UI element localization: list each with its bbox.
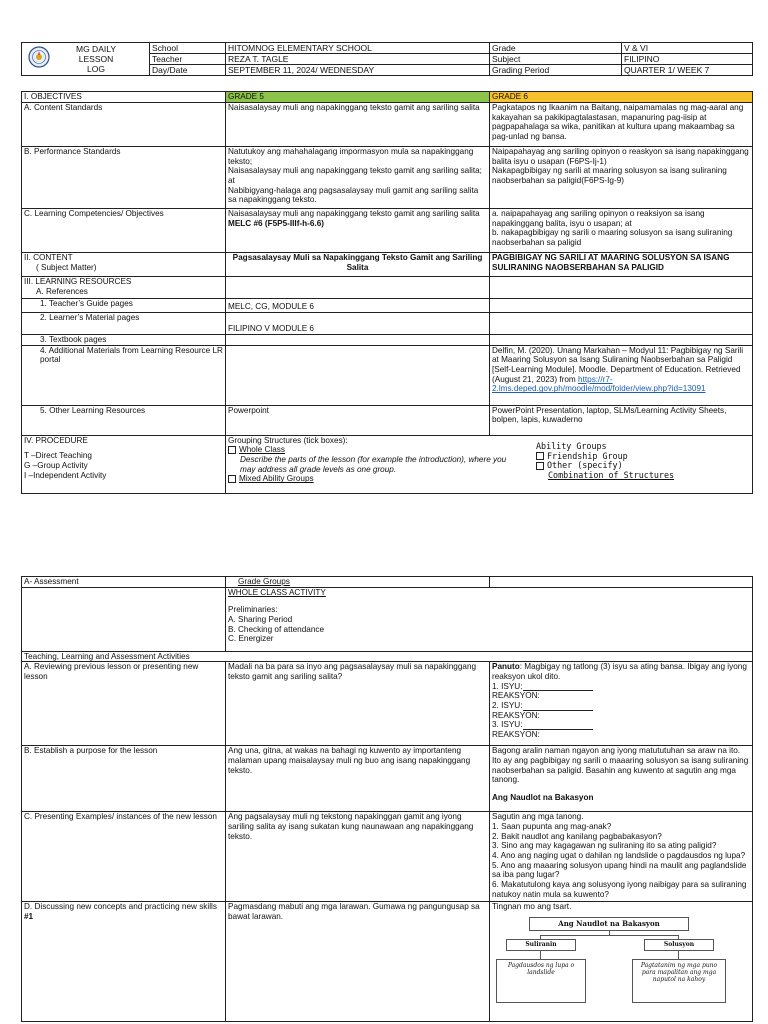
subject-label: Subject [490,54,622,65]
preliminaries-item: Preliminaries: [228,605,278,615]
chart-problem-box: Suliranin [506,939,576,951]
reaction-label: REAKSYON: [492,710,540,720]
textbook-g5 [226,335,490,346]
performance-standards-g5 [226,147,490,209]
reviewing-g6 [490,662,753,746]
chart-connector [540,935,678,936]
chart-solution-box: Solusyon [644,939,714,951]
question-item: Sagutin ang mga tanong. [492,812,584,822]
chart-connector [678,950,679,959]
competencies-g5-code: MELC #6 (F5P5-IIIf-h-6.6) [228,218,324,228]
textbook-g6 [490,335,753,346]
content-g5: Pagsasalaysay Muli sa Napakinggang Teksto Gamit ang Sariling Salita [226,253,490,277]
school-label: School [150,43,226,54]
preliminaries-item: A. Sharing Period [228,615,293,625]
additional-materials-citation: Delfin, M. (2020). Unang Markahan – Modyul 11: Pagbibigay ng Sarili at Maaring Solusyon sa Isang Suliraning Naobserbahan sa Paligid [Self-Learning Module]. Moodle. Department of Education. Retrieved (August 21, 2023) from [492,345,744,384]
question-item: 4. Ano ang naging ugat o dahilan ng landslide o pagdausdos ng lupa? [492,851,746,861]
content-label: II. CONTENT [24,253,73,262]
question-item: 3. Sino ang may kagagawan ng suliraning ito sa ating paligid? [492,841,717,851]
reaction-label: REAKSYON: [492,691,540,701]
combination-structures-label: Combination of Structures [548,470,675,481]
lesson-activities-table [21,576,753,1022]
other-resources-g5: Powerpoint [226,405,490,435]
discussing-g5: Pagmasdang mabuti ang mga larawan. Gumawa ng pangungusap sa bawat larawan. [226,902,490,1022]
whole-class-row-label [22,587,226,651]
purpose-label: B. Establish a purpose for the lesson [22,746,226,812]
resources-g5 [226,277,490,299]
reaction-label: REAKSYON: [492,730,540,740]
purpose-g5: Ang una, gitna, at wakas na bahagi ng kuwento ay importanteng malaman upang maisalaysay muli ng buo ang isang napakinggang teksto. [226,746,490,812]
question-item: 2. Bakit naudlot ang kanilang pagbabakasyon? [492,831,662,841]
presenting-label: C. Presenting Examples/ instances of the new lesson [22,812,226,902]
lesson-log-title [56,44,136,75]
references-label: A. References [36,286,88,296]
grade-groups-label: Grade Groups [226,577,490,588]
lms-link[interactable]: https://r7-2.lms.deped.gov.ph/moodle/mod/folder/view.php?id=13091 [492,374,706,394]
competencies-g6-item: a. naipapahayag ang sariling opinyon o reaksiyon sa isang napakinggang balita, isyu o usapan; at [492,209,705,228]
resources-label: III. LEARNING RESOURCES [24,277,132,286]
learners-material-label: 2. Learner’s Material pages [22,313,226,335]
content-standards-g5: Naisasalaysay muli ang napakinggang teksto gamit ang sariling salita [226,103,490,147]
learners-material-g6 [490,313,753,335]
procedure-label-cell [22,435,226,493]
performance-g5-item: Natutukoy ang mahahalagang impormasyon mula sa napakinggang teksto; [228,147,474,166]
other-resources-label: 5. Other Learning Resources [22,405,226,435]
whole-class-label: Whole Class [239,445,285,455]
content-standards-g6: Pagkatapos ng Ikaanim na Baitang, naipamamalas ng mag-aaral ang kakayahan sa pakikipagtalastasan, mapanuring pag-iisip at pagpapahalaga sa wika, panitikan at kultura upang makaambag sa pag-unlad ng bansa. [490,103,753,147]
title-line-1: MG DAILY [76,44,116,54]
performance-g6-item: Naipapahayag ang sariling opinyon o reaskyon sa isang napakinggang balita isyu o usapan (F6PS-Ij-1) [492,147,749,166]
content-label-cell [22,253,226,277]
reviewing-g5: Madali na ba para sa inyo ang pagsasalaysay muli sa napakinggang teksto gamit ang sariling salita? [226,662,490,746]
solution-chart [492,917,750,1001]
whole-class-option[interactable] [228,445,508,455]
issue-label: 1. ISYU: [492,681,523,691]
subject-value: FILIPINO [622,54,753,65]
issue-line-2 [492,701,750,711]
other-resources-g6: PowerPoint Presentation, laptop, SLMs/Learning Activity Sheets, bolpen, lapis, kuwaderno [490,405,753,435]
preliminaries-item: C. Energizer [228,634,274,644]
reviewing-label: A. Reviewing previous lesson or presenting new lesson [22,662,226,746]
competencies-g5 [226,209,490,253]
issue-label: 2. ISYU: [492,701,523,711]
issue-line-3 [492,720,750,730]
assessment-label: A- Assessment [22,577,226,588]
whole-class-checkbox[interactable] [228,446,236,454]
grade-groups-g6 [490,577,753,588]
chart-title: Ang Naudlot na Bakasyon [529,917,689,931]
performance-standards-g6 [490,147,753,209]
question-item: 6. Makatutulong kaya ang solusyong iyong naibigay para sa suliraning natukoy natin mula sa kuwento? [492,880,747,899]
grouping-title: Grouping Structures (tick boxes): [228,435,348,445]
additional-materials-g6 [490,345,753,405]
discussing-label-number: #1 [24,912,34,922]
content-g6: PAGBIBIGAY NG SARILI AT MAARING SOLUSYON SA ISANG SULIRANING NAOBSERBAHAN SA PALIGID [490,253,753,277]
teaching-activities-header: Teaching, Learning and Assessment Activities [22,651,753,662]
competencies-g6-item: b. nakapagbibigay ng sarili o maaring solusyon sa isang suliraning naobserbahan sa paligid [492,228,733,248]
chart-connector [540,950,541,959]
performance-standards-label: B. Performance Standards [22,147,226,209]
discussing-g6-text: Tingnan mo ang tsart. [492,902,572,912]
mixed-ability-checkbox[interactable] [228,475,236,483]
legend-direct-teaching: T –Direct Teaching [24,451,92,461]
mixed-ability-label: Mixed Ability Groups [239,474,314,484]
whole-class-activity-title: WHOLE CLASS ACTIVITY [228,587,326,597]
teachers-guide-g5: MELC, CG, MODULE 6 [226,299,490,313]
lesson-plan-table [21,91,753,494]
other-specify-checkbox[interactable] [536,462,544,470]
question-item: 5. Ano ang maaaring solusyon upang hindi na maulit ang paglandslide sa iba pang lugar? [492,860,747,880]
content-standards-label: A. Content Standards [22,103,226,147]
period-value: QUARTER 1/ WEEK 7 [622,65,753,76]
presenting-g6 [490,812,753,902]
competencies-g6 [490,209,753,253]
teacher-label: Teacher [150,54,226,65]
learners-material-g5: FILIPINO V MODULE 6 [226,313,490,335]
chart-problem-detail: Pagdausdos ng lupa o landslide [496,959,586,1003]
header-logo-cell [22,43,150,76]
purpose-g6 [490,746,753,812]
resources-g6 [490,277,753,299]
mixed-ability-option[interactable] [228,474,508,484]
presenting-g5: Ang pagsalaysay muli ng tekstong napakinggan gamit ang iyong sariling salita ay isang sukatan kung naunawaan ang napakinggang teksto. [226,812,490,902]
whole-class-description: Describe the parts of the lesson (for example the introduction), where you may address all grade levels as one group. [240,455,507,474]
title-line-3: LOG [87,64,105,75]
content-sublabel: ( Subject Matter) [36,262,97,272]
performance-g6-item: Nakapagbibigay ng sarili at maaring solusyon sa isang suliraning naobserbahan sa paligid(F6PS-Ig-9) [492,166,727,186]
grade5-header: GRADE 5 [226,92,490,103]
purpose-g6-text: Bagong aralin naman ngayon ang iyong matututuhan sa araw na ito. Ito ay ang pagbibigay ng sarili o maaaring solusyon sa isang suliraning naobserbahan sa paligid. Basahin ang kuwento at sagutin ang mga tanong. [492,746,749,785]
story-title: Ang Naudlot na Bakasyon [492,793,594,803]
discussing-label [22,902,226,1022]
grade-label: Grade [490,43,622,54]
panuto-text: : Magbigay ng tatlong (3) isyu sa ating bansa. Ibigay ang iyong reaksyon ukol dito. [492,662,747,682]
legend-group-activity: G –Group Activity [24,461,88,471]
question-item: 1. Saan pupunta ang mag-anak? [492,822,612,832]
discussing-label-text: D. Discussing new concepts and practicing new skills [24,902,217,912]
teacher-value: REZA T. TAGLE [226,54,490,65]
ability-groups-block [536,442,736,482]
grade-value: V & VI [622,43,753,54]
whole-class-activity-cell [226,587,753,651]
teachers-guide-label: 1. Teacher’s Guide pages [22,299,226,313]
deped-seal-icon [28,46,50,68]
grade6-header: GRADE 6 [490,92,753,103]
resources-label-cell [22,277,226,299]
textbook-label: 3. Textbook pages [22,335,226,346]
ability-groups-label: Ability Groups [536,440,607,451]
procedure-label: IV. PROCEDURE [24,435,88,445]
panuto-label: Panuto [492,662,520,672]
teachers-guide-g6 [490,299,753,313]
issue-line-1 [492,682,750,692]
additional-materials-g5 [226,345,490,405]
title-line-2: LESSON [78,54,114,65]
objectives-heading: I. OBJECTIVES [22,92,226,103]
period-label: Grading Period [490,65,622,76]
grouping-structures-cell [226,435,753,493]
legend-independent-activity: I –Independent Activity [24,470,107,480]
competencies-g5-text: Naisasalaysay muli ang napakinggang teksto gamit ang sariling salita [228,209,480,218]
chart-solution-detail: Pagtatanim ng mga puno para mapalitan ang mga naputol na kahoy [632,959,726,1003]
answer-line[interactable] [523,721,593,730]
answer-line[interactable] [523,702,593,711]
friendship-group-checkbox[interactable] [536,452,544,460]
header-table [21,42,753,76]
date-label: Day/Date [150,65,226,76]
performance-g5-item: Nabibigyang-halaga ang pagsasalaysay muli gamit ang sariling salita sa napakinggang teksto. [228,185,479,205]
issue-label: 3. ISYU: [492,720,523,730]
preliminaries-item: B. Checking of attendance [228,624,325,634]
competencies-label: C. Learning Competencies/ Objectives [22,209,226,253]
date-value: SEPTEMBER 11, 2024/ WEDNESDAY [226,65,490,76]
other-specify-label: Other (specify) [547,460,623,471]
friendship-group-label: Friendship Group [547,450,628,461]
discussing-g6 [490,902,753,1022]
school-value: HITOMNOG ELEMENTARY SCHOOL [226,43,490,54]
additional-materials-label: 4. Additional Materials from Learning Resource LR portal [22,345,226,405]
answer-line[interactable] [523,682,593,691]
performance-g5-item: Naisasalaysay muli ang napakinggang teksto gamit ang sariling salita; at [228,166,482,186]
